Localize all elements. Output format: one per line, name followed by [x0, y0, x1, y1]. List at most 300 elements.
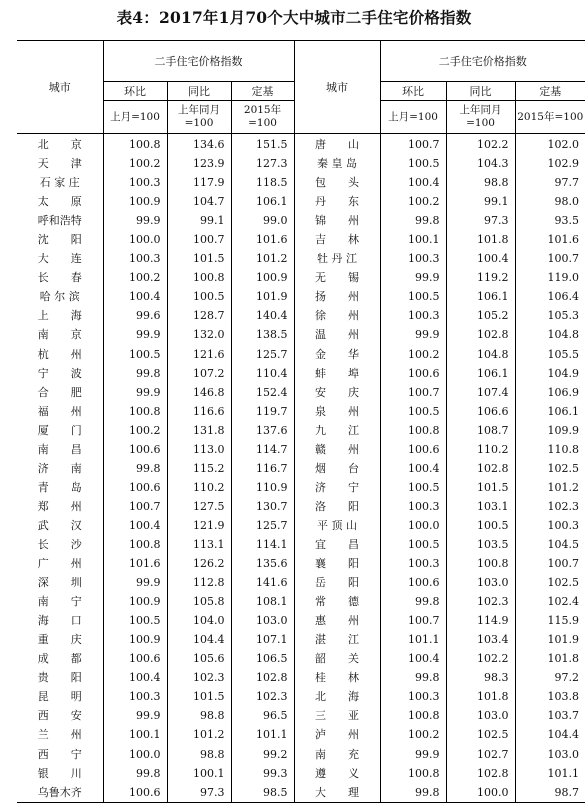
cell-tb-left: 128.7 — [167, 306, 231, 325]
cell-tb-left: 97.3 — [167, 783, 231, 803]
cell-city-left: 重 庆 — [37, 633, 82, 647]
cell-city-right: 三 亚 — [294, 706, 380, 725]
cell-tb-right: 107.4 — [446, 383, 515, 402]
cell-tb-left: 117.9 — [167, 173, 231, 192]
table-row — [17, 764, 585, 783]
cell-tb-right: 98.8 — [446, 173, 515, 192]
base-dj-right: 2015年=100 — [515, 101, 585, 134]
cell-dj-left: 152.4 — [231, 383, 294, 402]
table-row — [17, 745, 585, 764]
cell-hb-right: 100.4 — [380, 173, 446, 192]
cell-hb-right: 100.6 — [380, 440, 446, 459]
cell-city-right: 温 州 — [294, 325, 380, 344]
cell-hb-right: 100.2 — [380, 192, 446, 211]
cell-dj-left: 102.3 — [231, 687, 294, 706]
cell-tb-right: 102.2 — [446, 134, 515, 155]
cell-tb-left: 98.8 — [167, 706, 231, 725]
cell-city-right: 湛 江 — [294, 630, 380, 649]
header-group-right: 二手住宅价格指数 — [380, 41, 585, 82]
cell-tb-right: 104.3 — [446, 154, 515, 173]
cell-city-right: 丹 东 — [294, 192, 380, 211]
cell-city-right: 桂 林 — [294, 668, 380, 687]
cell-city-left: 西 安 — [37, 709, 82, 723]
cell-city-left: 成 都 — [37, 652, 82, 666]
cell-dj-right: 100.7 — [515, 249, 585, 268]
cell-dj-left: 140.4 — [231, 306, 294, 325]
cell-dj-left: 99.0 — [231, 211, 294, 230]
cell-tb-left: 134.6 — [167, 134, 231, 155]
header-dj-left: 定基 — [231, 82, 294, 101]
cell-tb-right: 114.9 — [446, 611, 515, 630]
cell-city-left: 海 口 — [37, 614, 82, 628]
cell-tb-left: 127.5 — [167, 497, 231, 516]
table-row — [17, 554, 585, 573]
table-row — [17, 630, 585, 649]
cell-hb-left: 100.6 — [103, 440, 167, 459]
cell-dj-left: 98.5 — [231, 783, 294, 803]
table-row — [17, 268, 585, 287]
cell-tb-right: 106.1 — [446, 364, 515, 383]
cell-tb-left: 100.1 — [167, 764, 231, 783]
cell-dj-left: 137.6 — [231, 421, 294, 440]
cell-city-right: 九 江 — [294, 421, 380, 440]
cell-hb-right: 100.3 — [380, 554, 446, 573]
cell-hb-right: 100.8 — [380, 421, 446, 440]
cell-hb-left: 100.9 — [103, 630, 167, 649]
cell-hb-right: 99.8 — [380, 668, 446, 687]
cell-tb-left: 100.7 — [167, 230, 231, 249]
cell-city-left: 广 州 — [37, 557, 82, 571]
cell-tb-left: 123.9 — [167, 154, 231, 173]
cell-hb-left: 99.9 — [103, 706, 167, 725]
cell-tb-right: 100.4 — [446, 249, 515, 268]
cell-tb-left: 105.8 — [167, 592, 231, 611]
cell-city-right: 泉 州 — [294, 402, 380, 421]
cell-city-right: 大 理 — [294, 783, 380, 803]
cell-dj-right: 101.9 — [515, 630, 585, 649]
header-hb-left: 环比 — [103, 82, 167, 101]
cell-city-left: 合 肥 — [37, 385, 82, 399]
cell-hb-left: 100.9 — [103, 592, 167, 611]
cell-dj-left: 118.5 — [231, 173, 294, 192]
cell-hb-left: 99.8 — [103, 364, 167, 383]
cell-dj-right: 98.7 — [515, 783, 585, 803]
cell-city-left: 青 岛 — [37, 480, 82, 494]
cell-tb-right: 98.3 — [446, 668, 515, 687]
cell-dj-left: 106.5 — [231, 649, 294, 668]
cell-dj-right: 97.2 — [515, 668, 585, 687]
cell-city-right: 岳 阳 — [294, 573, 380, 592]
cell-hb-left: 99.6 — [103, 306, 167, 325]
cell-dj-right: 100.3 — [515, 516, 585, 535]
cell-tb-right: 105.2 — [446, 306, 515, 325]
cell-dj-left: 101.1 — [231, 725, 294, 744]
cell-hb-right: 100.2 — [380, 345, 446, 364]
cell-tb-left: 101.5 — [167, 249, 231, 268]
cell-tb-right: 103.1 — [446, 497, 515, 516]
cell-hb-right: 99.9 — [380, 268, 446, 287]
cell-tb-left: 112.8 — [167, 573, 231, 592]
cell-dj-left: 110.9 — [231, 478, 294, 497]
table-row — [17, 230, 585, 249]
cell-hb-left: 100.5 — [103, 345, 167, 364]
cell-hb-left: 100.9 — [103, 192, 167, 211]
cell-hb-left: 101.6 — [103, 554, 167, 573]
cell-dj-right: 103.0 — [515, 745, 585, 764]
cell-city-right: 南 充 — [294, 745, 380, 764]
cell-dj-left: 108.1 — [231, 592, 294, 611]
cell-hb-left: 100.4 — [103, 287, 167, 306]
cell-hb-right: 99.8 — [380, 592, 446, 611]
cell-dj-right: 101.2 — [515, 478, 585, 497]
cell-dj-left: 141.6 — [231, 573, 294, 592]
cell-dj-right: 106.1 — [515, 402, 585, 421]
cell-tb-right: 100.0 — [446, 783, 515, 803]
cell-tb-right: 103.4 — [446, 630, 515, 649]
cell-city-right: 赣 州 — [294, 440, 380, 459]
cell-city-left: 南 京 — [37, 328, 82, 342]
cell-dj-right: 97.7 — [515, 173, 585, 192]
table-row — [17, 154, 585, 173]
table-row — [17, 611, 585, 630]
cell-city-right: 洛 阳 — [294, 497, 380, 516]
cell-tb-left: 113.0 — [167, 440, 231, 459]
table-row — [17, 706, 585, 725]
cell-dj-right: 106.9 — [515, 383, 585, 402]
cell-dj-right: 101.8 — [515, 649, 585, 668]
cell-dj-right: 102.5 — [515, 573, 585, 592]
cell-hb-left: 99.9 — [103, 383, 167, 402]
table-row — [17, 497, 585, 516]
table-row — [17, 573, 585, 592]
cell-hb-right: 100.0 — [380, 516, 446, 535]
cell-tb-right: 97.3 — [446, 211, 515, 230]
cell-dj-left: 135.6 — [231, 554, 294, 573]
table-row — [17, 592, 585, 611]
cell-city-right: 襄 阳 — [294, 554, 380, 573]
cell-hb-left: 100.6 — [103, 783, 167, 803]
table-row — [17, 725, 585, 744]
cell-city-left: 贵 阳 — [37, 671, 82, 685]
cell-hb-left: 100.3 — [103, 173, 167, 192]
cell-tb-right: 102.5 — [446, 725, 515, 744]
cell-tb-right: 100.8 — [446, 554, 515, 573]
cell-tb-right: 102.2 — [446, 649, 515, 668]
cell-tb-right: 110.2 — [446, 440, 515, 459]
cell-dj-left: 127.3 — [231, 154, 294, 173]
cell-tb-left: 105.6 — [167, 649, 231, 668]
cell-dj-left: 101.2 — [231, 249, 294, 268]
cell-tb-left: 115.2 — [167, 459, 231, 478]
cell-tb-left: 101.5 — [167, 687, 231, 706]
table-row — [17, 783, 585, 803]
cell-dj-right: 103.8 — [515, 687, 585, 706]
cell-tb-right: 108.7 — [446, 421, 515, 440]
table-row — [17, 383, 585, 402]
cell-tb-right: 99.1 — [446, 192, 515, 211]
cell-city-right: 济 宁 — [294, 478, 380, 497]
cell-city-right: 吉 林 — [294, 230, 380, 249]
cell-hb-left: 100.3 — [103, 687, 167, 706]
cell-dj-right: 102.0 — [515, 134, 585, 155]
table-row — [17, 516, 585, 535]
cell-city-left: 南 昌 — [37, 442, 82, 456]
cell-hb-right: 100.5 — [380, 287, 446, 306]
base-hb-right: 上月=100 — [380, 101, 446, 134]
cell-hb-right: 100.6 — [380, 573, 446, 592]
cell-hb-right: 100.8 — [380, 706, 446, 725]
cell-tb-right: 119.2 — [446, 268, 515, 287]
table-row — [17, 649, 585, 668]
cell-hb-left: 100.1 — [103, 725, 167, 744]
cell-hb-right: 99.8 — [380, 211, 446, 230]
base-tb-left: 上年同月=100 — [167, 101, 231, 134]
cell-city-right: 惠 州 — [294, 611, 380, 630]
base-dj-left: 2015年=100 — [231, 101, 294, 134]
cell-dj-left: 96.5 — [231, 706, 294, 725]
cell-hb-right: 100.3 — [380, 687, 446, 706]
cell-hb-right: 99.8 — [380, 783, 446, 803]
table-row — [17, 459, 585, 478]
cell-city-right: 徐 州 — [294, 306, 380, 325]
table-row — [17, 287, 585, 306]
table-row — [17, 478, 585, 497]
cell-tb-left: 104.7 — [167, 192, 231, 211]
cell-tb-right: 101.8 — [446, 230, 515, 249]
cell-tb-left: 126.2 — [167, 554, 231, 573]
cell-hb-right: 100.7 — [380, 134, 446, 155]
cell-city-right: 无 锡 — [294, 268, 380, 287]
cell-hb-left: 100.2 — [103, 421, 167, 440]
header-tb-right: 同比 — [446, 82, 515, 101]
cell-dj-left: 103.0 — [231, 611, 294, 630]
cell-hb-left: 99.9 — [103, 211, 167, 230]
cell-hb-left: 99.9 — [103, 325, 167, 344]
header-tb-left: 同比 — [167, 82, 231, 101]
cell-city-left: 北 京 — [37, 138, 82, 152]
cell-city-left: 南 宁 — [37, 595, 82, 609]
table-body — [17, 134, 585, 803]
cell-tb-left: 104.4 — [167, 630, 231, 649]
cell-city-left: 宁 波 — [37, 366, 82, 380]
cell-city-left: 武 汉 — [37, 518, 82, 532]
cell-dj-left: 130.7 — [231, 497, 294, 516]
cell-tb-left: 132.0 — [167, 325, 231, 344]
cell-hb-left: 100.8 — [103, 134, 167, 155]
cell-dj-left: 102.8 — [231, 668, 294, 687]
cell-city-left: 大 连 — [37, 252, 82, 266]
header-group-left: 二手住宅价格指数 — [103, 41, 294, 82]
cell-hb-right: 100.8 — [380, 764, 446, 783]
table-row — [17, 364, 585, 383]
cell-city-left: 银 川 — [37, 766, 82, 780]
cell-tb-right: 102.8 — [446, 764, 515, 783]
cell-tb-left: 98.8 — [167, 745, 231, 764]
cell-dj-left: 99.2 — [231, 745, 294, 764]
cell-hb-left: 99.8 — [103, 764, 167, 783]
cell-dj-left: 119.7 — [231, 402, 294, 421]
cell-hb-left: 100.8 — [103, 535, 167, 554]
cell-dj-left: 107.1 — [231, 630, 294, 649]
cell-hb-right: 100.3 — [380, 497, 446, 516]
table-row — [17, 249, 585, 268]
cell-city-right: 唐 山 — [294, 134, 380, 155]
cell-dj-right: 102.3 — [515, 497, 585, 516]
table-row — [17, 535, 585, 554]
cell-city-left: 西 宁 — [37, 747, 82, 761]
cell-dj-left: 106.1 — [231, 192, 294, 211]
cell-dj-right: 119.0 — [515, 268, 585, 287]
cell-hb-left: 100.4 — [103, 668, 167, 687]
cell-tb-left: 116.6 — [167, 402, 231, 421]
cell-dj-left: 110.4 — [231, 364, 294, 383]
cell-dj-left: 100.9 — [231, 268, 294, 287]
cell-city-left: 杭 州 — [37, 347, 82, 361]
cell-dj-right: 101.6 — [515, 230, 585, 249]
cell-city-right: 韶 关 — [294, 649, 380, 668]
cell-hb-left: 100.8 — [103, 402, 167, 421]
cell-dj-left: 101.6 — [231, 230, 294, 249]
cell-city-right: 安 庆 — [294, 383, 380, 402]
cell-hb-right: 99.9 — [380, 745, 446, 764]
cell-hb-right: 100.5 — [380, 478, 446, 497]
cell-hb-right: 100.6 — [380, 364, 446, 383]
cell-city-right: 泸 州 — [294, 725, 380, 744]
cell-city-left: 石 家 庄 — [39, 176, 80, 190]
header-hb-right: 环比 — [380, 82, 446, 101]
cell-hb-left: 100.5 — [103, 611, 167, 630]
cell-city-right: 常 德 — [294, 592, 380, 611]
cell-dj-right: 102.9 — [515, 154, 585, 173]
cell-tb-left: 107.2 — [167, 364, 231, 383]
cell-tb-left: 113.1 — [167, 535, 231, 554]
cell-city-right: 扬 州 — [294, 287, 380, 306]
cell-city-right: 蚌 埠 — [294, 364, 380, 383]
cell-tb-left: 99.1 — [167, 211, 231, 230]
cell-city-right: 锦 州 — [294, 211, 380, 230]
cell-dj-left: 151.5 — [231, 134, 294, 155]
cell-dj-left: 114.7 — [231, 440, 294, 459]
cell-hb-left: 100.6 — [103, 478, 167, 497]
cell-city-left: 乌鲁木齐 — [37, 785, 82, 799]
cell-tb-right: 103.0 — [446, 573, 515, 592]
cell-hb-left: 100.2 — [103, 268, 167, 287]
cell-tb-right: 102.8 — [446, 325, 515, 344]
cell-dj-right: 102.5 — [515, 459, 585, 478]
cell-dj-right: 105.3 — [515, 306, 585, 325]
cell-tb-right: 106.6 — [446, 402, 515, 421]
cell-hb-right: 100.5 — [380, 402, 446, 421]
cell-dj-right: 102.4 — [515, 592, 585, 611]
cell-dj-left: 99.3 — [231, 764, 294, 783]
header-city-left: 城市 — [17, 41, 103, 134]
cell-city-left: 福 州 — [37, 404, 82, 418]
cell-hb-right: 100.3 — [380, 306, 446, 325]
cell-city-right: 平 顶 山 — [294, 516, 380, 535]
cell-city-right: 北 海 — [294, 687, 380, 706]
cell-dj-left: 116.7 — [231, 459, 294, 478]
header-dj-right: 定基 — [515, 82, 585, 101]
cell-city-left: 深 圳 — [37, 576, 82, 590]
cell-tb-right: 101.5 — [446, 478, 515, 497]
cell-city-left: 济 南 — [37, 461, 82, 475]
cell-hb-left: 99.8 — [103, 459, 167, 478]
cell-hb-right: 99.9 — [380, 325, 446, 344]
cell-city-right: 金 华 — [294, 345, 380, 364]
cell-dj-right: 115.9 — [515, 611, 585, 630]
cell-city-left: 沈 阳 — [37, 233, 82, 247]
table-title: 表4：2017年1月70个大中城市二手住宅价格指数 — [116, 8, 472, 27]
table-row — [17, 345, 585, 364]
table-row — [17, 687, 585, 706]
cell-tb-right: 103.0 — [446, 706, 515, 725]
cell-tb-left: 121.9 — [167, 516, 231, 535]
base-tb-right: 上年同月=100 — [446, 101, 515, 134]
cell-hb-left: 100.0 — [103, 745, 167, 764]
cell-tb-left: 146.8 — [167, 383, 231, 402]
cell-city-right: 秦 皇 岛 — [294, 154, 380, 173]
table-row — [17, 421, 585, 440]
cell-hb-left: 100.4 — [103, 516, 167, 535]
cell-tb-right: 101.8 — [446, 687, 515, 706]
cell-dj-left: 125.7 — [231, 345, 294, 364]
cell-hb-right: 100.7 — [380, 611, 446, 630]
cell-city-left: 呼和浩特 — [37, 214, 82, 228]
cell-tb-right: 106.1 — [446, 287, 515, 306]
cell-dj-right: 110.8 — [515, 440, 585, 459]
cell-tb-right: 102.3 — [446, 592, 515, 611]
cell-hb-left: 100.6 — [103, 649, 167, 668]
cell-city-left: 长 沙 — [37, 538, 82, 551]
cell-tb-right: 102.7 — [446, 745, 515, 764]
cell-dj-left: 138.5 — [231, 325, 294, 344]
cell-dj-right: 104.9 — [515, 364, 585, 383]
cell-hb-right: 101.1 — [380, 630, 446, 649]
cell-hb-left: 100.3 — [103, 249, 167, 268]
table-row — [17, 192, 585, 211]
cell-tb-left: 110.2 — [167, 478, 231, 497]
cell-city-right: 包 头 — [294, 173, 380, 192]
cell-city-right: 烟 台 — [294, 459, 380, 478]
cell-hb-right: 100.5 — [380, 535, 446, 554]
table-row — [17, 440, 585, 459]
cell-tb-left: 101.2 — [167, 725, 231, 744]
cell-dj-left: 101.9 — [231, 287, 294, 306]
header-city-right: 城市 — [294, 41, 380, 134]
cell-city-left: 太 原 — [37, 195, 82, 209]
cell-city-left: 哈 尔 滨 — [39, 290, 80, 304]
cell-hb-right: 100.7 — [380, 383, 446, 402]
cell-tb-left: 102.3 — [167, 668, 231, 687]
cell-hb-left: 100.7 — [103, 497, 167, 516]
cell-dj-right: 105.5 — [515, 345, 585, 364]
cell-tb-right: 103.5 — [446, 535, 515, 554]
cell-city-right: 宜 昌 — [294, 535, 380, 554]
cell-dj-right: 104.5 — [515, 535, 585, 554]
cell-hb-right: 100.3 — [380, 249, 446, 268]
cell-dj-right: 103.7 — [515, 706, 585, 725]
cell-city-left: 昆 明 — [37, 690, 82, 704]
cell-city-left: 上 海 — [37, 309, 82, 323]
cell-tb-left: 100.8 — [167, 268, 231, 287]
cell-city-left: 厦 门 — [37, 423, 82, 437]
cell-city-right: 遵 义 — [294, 764, 380, 783]
cell-hb-left: 100.2 — [103, 154, 167, 173]
table-row — [17, 325, 585, 344]
cell-tb-right: 102.8 — [446, 459, 515, 478]
cell-city-left: 兰 州 — [37, 728, 82, 742]
cell-dj-right: 93.5 — [515, 211, 585, 230]
